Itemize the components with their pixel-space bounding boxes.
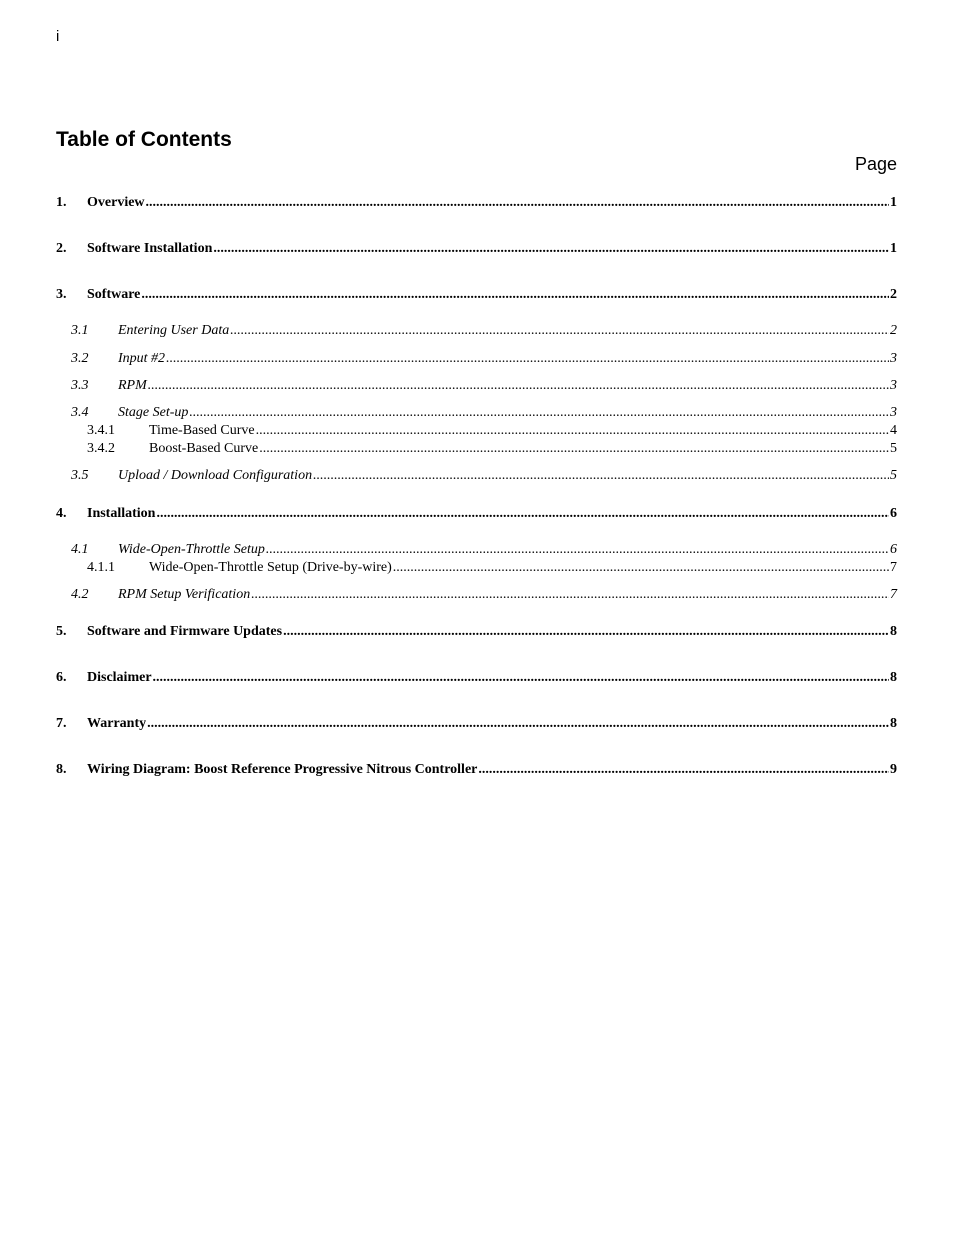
dot-leader [259,441,889,457]
toc-entry-software-firmware-updates[interactable] [56,624,897,640]
dot-leader [230,323,889,339]
dot-leader [148,378,889,394]
toc-entry-number: 3.4.1 [87,423,115,438]
toc-entry-warranty[interactable] [56,716,897,732]
dot-leader [283,624,889,640]
dot-leader [256,423,889,439]
toc-entry-software-installation[interactable] [56,241,897,257]
toc-entry-label: RPM Setup Verification [118,587,251,602]
toc-entry-label: Warranty [87,716,147,731]
toc-entry-number: 5. [56,624,67,639]
toc-entry-label: Software Installation [87,241,213,256]
toc-entry-number: 3.4.2 [87,441,115,456]
toc-entry-number: 4.1.1 [87,560,115,575]
toc-entry-label: Entering User Data [118,323,230,338]
dot-leader [313,468,889,484]
toc-entry-rpm-setup-verification[interactable] [56,587,897,603]
toc-entry-time-based-curve[interactable] [56,423,897,439]
toc-entry-label: Wiring Diagram: Boost Reference Progressive Nitrous Controller [87,762,478,777]
toc-entry-number: 8. [56,762,67,777]
toc-entry-label: Wide-Open-Throttle Setup (Drive-by-wire) [149,560,392,575]
dot-leader [393,560,889,576]
toc-entry-label: Installation [87,506,156,521]
toc-entry-page: 2 [890,287,897,302]
dot-leader [153,670,889,686]
toc-entry-page: 6 [890,542,897,557]
toc-entry-page: 5 [890,468,897,483]
dot-leader [189,405,889,421]
toc-entry-page: 2 [890,323,897,338]
page-title: Table of Contents [56,128,232,151]
toc-entry-label: Input #2 [118,351,166,366]
toc-entry-number: 1. [56,195,67,210]
toc-entry-stage-set-up[interactable] [56,405,897,421]
toc-entry-label: RPM [118,378,147,393]
toc-entry-number: 3.2 [71,351,89,366]
toc-entry-label: Time-Based Curve [149,423,255,438]
dot-leader [147,716,889,732]
toc-entry-page: 8 [890,624,897,639]
toc-entry-page: 9 [890,762,897,777]
toc-entry-input-2[interactable] [56,351,897,367]
toc-entry-number: 3.5 [71,468,89,483]
toc-entry-label: Software and Firmware Updates [87,624,283,639]
toc-entry-number: 3. [56,287,67,302]
dot-leader [156,506,889,522]
toc-entry-number: 6. [56,670,67,685]
toc-entry-wot-drive-by-wire[interactable] [56,560,897,576]
toc-entry-rpm[interactable] [56,378,897,394]
toc-entry-number: 3.4 [71,405,89,420]
toc-entry-boost-based-curve[interactable] [56,441,897,457]
toc-entry-number: 4.2 [71,587,89,602]
toc-entry-software[interactable] [56,287,897,303]
toc-entry-label: Stage Set-up [118,405,189,420]
page-number: i [56,28,60,45]
toc-entry-wide-open-throttle-setup[interactable] [56,542,897,558]
toc-entry-number: 4.1 [71,542,89,557]
toc-entry-page: 4 [890,423,897,438]
toc-entry-number: 2. [56,241,67,256]
toc-entry-disclaimer[interactable] [56,670,897,686]
dot-leader [141,287,889,303]
toc-entry-page: 3 [890,378,897,393]
page-column-heading: Page [854,154,897,174]
dot-leader [146,195,889,211]
toc-entry-number: 3.1 [71,323,89,338]
toc-entry-page: 5 [890,441,897,456]
toc-entry-page: 8 [890,670,897,685]
toc-entry-upload-download-configuration[interactable] [56,468,897,484]
dot-leader [166,351,889,367]
dot-leader [266,542,889,558]
dot-leader [251,587,889,603]
toc-entry-label: Disclaimer [87,670,152,685]
toc-entry-page: 3 [890,405,897,420]
toc-entry-number: 3.3 [71,378,89,393]
dot-leader [478,762,889,778]
dot-leader [213,241,889,257]
toc-entry-overview[interactable] [56,195,897,211]
toc-entry-page: 1 [890,195,897,210]
toc-entry-label: Overview [87,195,145,210]
toc-entry-page: 3 [890,351,897,366]
toc-entry-page: 8 [890,716,897,731]
toc-entry-number: 7. [56,716,67,731]
toc-entry-label: Wide-Open-Throttle Setup [118,542,265,557]
toc-entry-page: 1 [890,241,897,256]
toc-entry-entering-user-data[interactable] [56,323,897,339]
toc-entry-label: Boost-Based Curve [149,441,259,456]
toc-entry-page: 7 [890,587,897,602]
toc-entry-page: 6 [890,506,897,521]
toc-entry-label: Upload / Download Configuration [118,468,313,483]
toc-entry-number: 4. [56,506,67,521]
toc-entry-wiring-diagram[interactable] [56,762,897,778]
toc-entry-installation[interactable] [56,506,897,522]
toc-entry-page: 7 [890,560,897,575]
toc-entry-label: Software [87,287,141,302]
